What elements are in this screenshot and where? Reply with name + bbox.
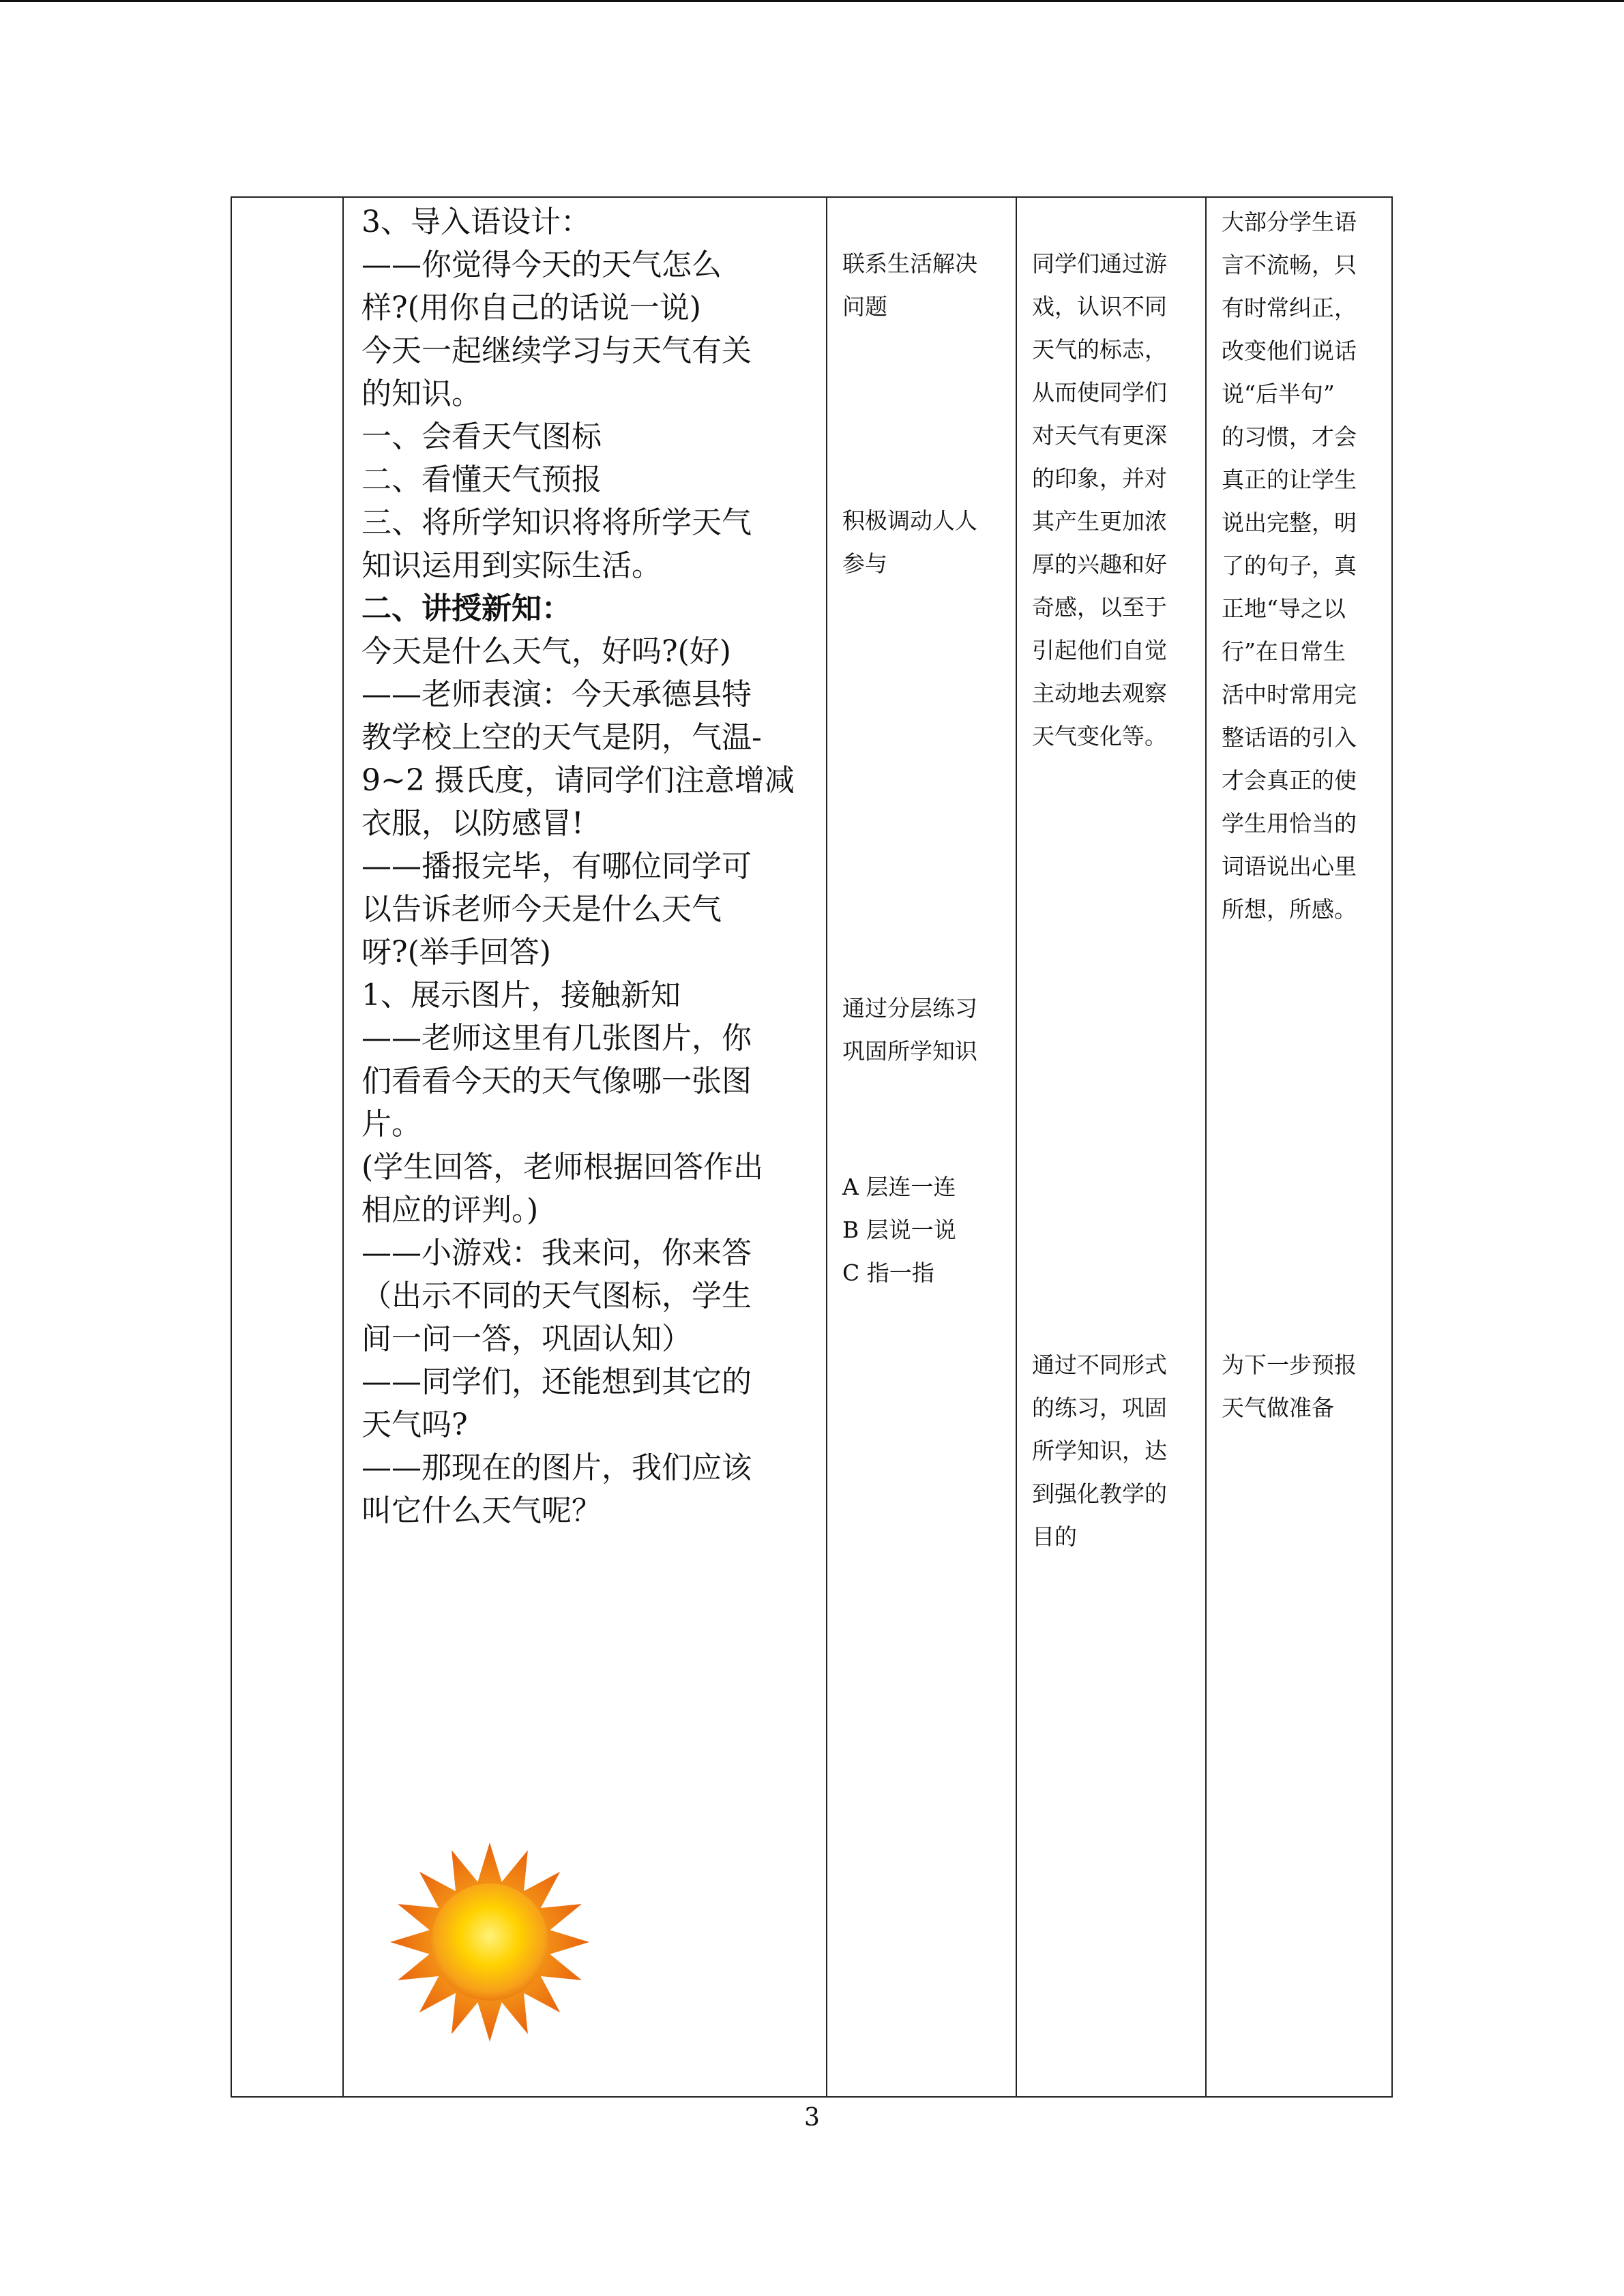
teaching-content-cell xyxy=(344,198,826,2096)
cell-line: 到强化教学的 xyxy=(1032,1480,1167,1507)
cell-line: 为下一步预报 xyxy=(1222,1352,1357,1378)
method-block xyxy=(842,987,977,1073)
cell-line: 才会真正的使 xyxy=(1222,767,1357,794)
cell-line: 天气的标志， xyxy=(1032,336,1167,363)
cell-line: 引起他们自觉 xyxy=(1032,637,1167,664)
cell-line: 学生用恰当的 xyxy=(1222,810,1357,837)
content-line: 二、讲授新知： xyxy=(361,591,572,626)
cell-line: 戏，认识不同 xyxy=(1032,293,1167,320)
cell-line: 天气做准备 xyxy=(1222,1395,1334,1421)
method-block xyxy=(842,1165,956,1294)
cell-line: 说出完整，明 xyxy=(1222,509,1357,536)
content-line: 们看看今天的天气像哪一张图 xyxy=(361,1064,752,1099)
cell-line: 的练习，巩固 xyxy=(1032,1395,1167,1421)
content-line: 9~2 摄氏度，请同学们注意增减 xyxy=(361,763,795,798)
cell-line: 了的句子，真 xyxy=(1222,552,1357,579)
cell-line: 问题 xyxy=(842,293,887,320)
content-line: ——那现在的图片，我们应该 xyxy=(361,1450,752,1485)
content-line: 叫它什么天气呢？ xyxy=(361,1493,602,1528)
cell-line: 词语说出心里 xyxy=(1222,853,1357,880)
cell-line: 通过不同形式 xyxy=(1032,1352,1167,1378)
content-line: 1、展示图片，接触新知 xyxy=(361,978,681,1013)
content-line: 天气吗? xyxy=(361,1407,468,1442)
content-line: （出示不同的天气图标，学生 xyxy=(361,1279,752,1313)
cell-line: 言不流畅，只 xyxy=(1222,252,1357,278)
content-line: 二、看懂天气预报 xyxy=(361,462,602,497)
content-line: 今天是什么天气，好吗?(好) xyxy=(361,634,731,669)
cell-line: 参与 xyxy=(842,550,887,577)
content-line: ——播报完毕，有哪位同学可 xyxy=(361,849,752,884)
design-purpose-cell xyxy=(1017,198,1205,2096)
purpose-block xyxy=(1032,1343,1167,1558)
cell-line: 改变他们说话 xyxy=(1222,338,1357,364)
content-line: ——同学们，还能想到其它的 xyxy=(361,1365,752,1399)
cell-line: 活中时常用完 xyxy=(1222,681,1357,708)
cell-line: 有时常纠正， xyxy=(1222,295,1357,321)
content-line: 教学校上空的天气是阴，气温- xyxy=(361,720,762,755)
content-line: ——老师这里有几张图片，你 xyxy=(361,1021,752,1056)
cell-line: 通过分层练习 xyxy=(842,995,977,1022)
content-line: 呀?(举手回答) xyxy=(361,935,551,970)
content-line: 样?(用你自己的话说一说) xyxy=(361,290,701,325)
cell-line: 目的 xyxy=(1032,1523,1077,1550)
content-line: 三、将所学知识将将所学天气 xyxy=(361,505,752,540)
page-number: 3 xyxy=(804,2104,820,2132)
cell-line: 大部分学生语 xyxy=(1222,209,1357,235)
cell-line: 正地“导之以 xyxy=(1222,595,1346,622)
method-block xyxy=(842,499,977,585)
content-line: 间一问一答，巩固认知） xyxy=(361,1322,692,1356)
content-line: ——小游戏：我来问，你来答 xyxy=(361,1236,752,1270)
cell-line: 天气变化等。 xyxy=(1032,723,1167,749)
content-line: 一、会看天气图标 xyxy=(361,419,602,454)
content-line: 3、导入语设计： xyxy=(361,205,591,239)
content-line: 以告诉老师今天是什么天气 xyxy=(361,892,722,927)
content-line: ——你觉得今天的天气怎么 xyxy=(361,248,722,282)
method-block xyxy=(842,242,977,328)
content-line: 片。 xyxy=(361,1107,422,1142)
cell-line: B 层说一说 xyxy=(842,1217,956,1243)
content-line: ——老师表演：今天承德县特 xyxy=(361,677,752,712)
cell-line: 联系生活解决 xyxy=(842,250,977,277)
sun-icon xyxy=(389,1841,591,2043)
cell-line: 真正的让学生 xyxy=(1222,466,1357,493)
cell-line: 说“后半句” xyxy=(1222,381,1335,407)
cell-line: 同学们通过游 xyxy=(1032,250,1167,277)
content-line: 今天一起继续学习与天气有关 xyxy=(361,333,752,368)
teaching-content-text xyxy=(361,200,795,1532)
content-line: 的知识。 xyxy=(361,376,482,411)
purpose-block xyxy=(1032,242,1167,758)
cell-line: 所想，所感。 xyxy=(1222,896,1357,923)
cell-line: 行”在日常生 xyxy=(1222,638,1346,665)
lesson-plan-table xyxy=(231,196,1393,2098)
cell-line: 厚的兴趣和好 xyxy=(1032,551,1167,578)
notes-block xyxy=(1222,1343,1357,1429)
cell-line: A 层连一连 xyxy=(842,1174,956,1200)
content-line: 衣服，以防感冒! xyxy=(361,806,584,841)
content-line: 知识运用到实际生活。 xyxy=(361,548,662,583)
cell-line: 巩固所学知识 xyxy=(842,1038,977,1064)
top-border xyxy=(0,0,1624,2)
cell-line: 所学知识，达 xyxy=(1032,1437,1167,1464)
cell-line: C 指一指 xyxy=(842,1259,934,1286)
cell-line: 其产生更加浓 xyxy=(1032,508,1167,535)
notes-cell xyxy=(1207,198,1394,2096)
content-line: 相应的评判。) xyxy=(361,1193,539,1227)
stage-column xyxy=(232,198,342,2096)
cell-line: 的习惯，才会 xyxy=(1222,423,1357,450)
cell-line: 对天气有更深 xyxy=(1032,422,1167,449)
cell-line: 从而使同学们 xyxy=(1032,379,1167,406)
content-line: (学生回答，老师根据回答作出 xyxy=(361,1150,764,1184)
cell-line: 的印象，并对 xyxy=(1032,465,1167,492)
cell-line: 整话语的引入 xyxy=(1222,724,1357,751)
teaching-method-cell xyxy=(827,198,1016,2096)
notes-block xyxy=(1222,200,1357,931)
cell-line: 奇感，以至于 xyxy=(1032,594,1167,621)
cell-line: 主动地去观察 xyxy=(1032,680,1167,706)
cell-line: 积极调动人人 xyxy=(842,507,977,534)
